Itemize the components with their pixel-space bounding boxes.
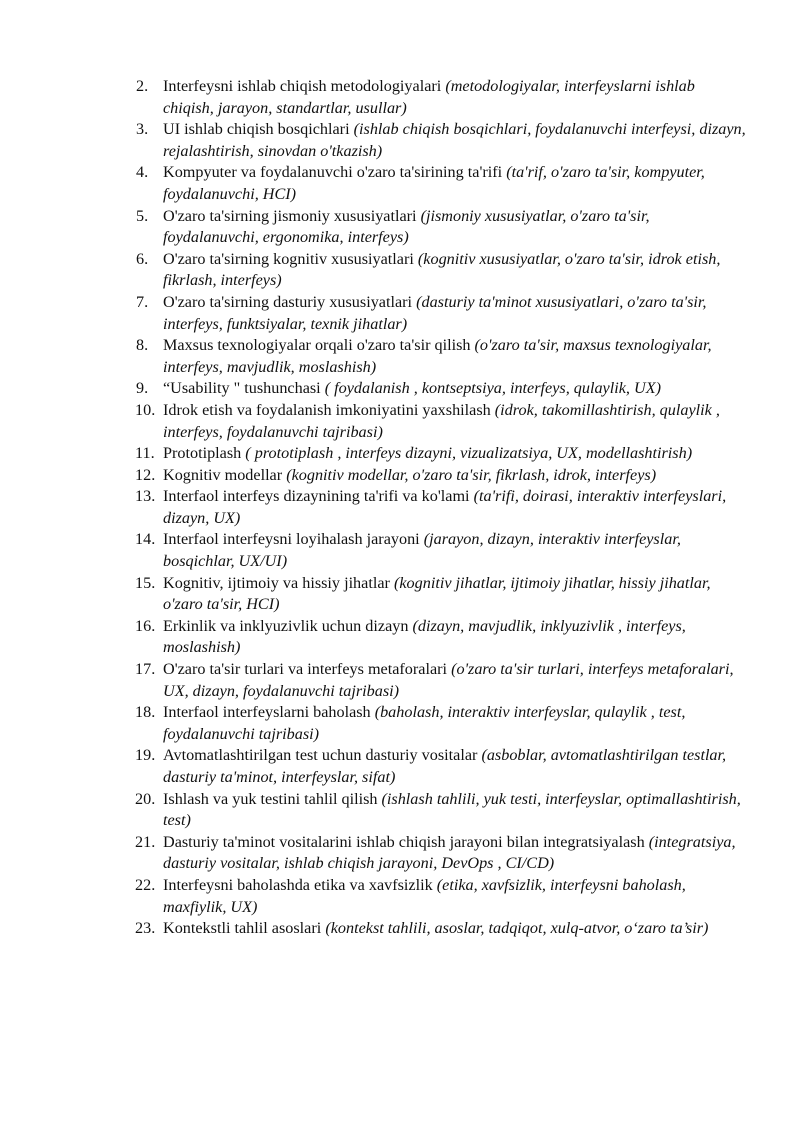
item-title: Interfaol interfeysni loyihalash jarayoni [163,530,424,549]
item-keywords: ( prototiplash , interfeys dizayni, vizualizatsiya, UX, modellashtirish) [245,444,693,463]
item-keywords: (kognitiv xususiyatlar, o'zaro ta'sir, idrok etish, fikrlash, interfeys) [163,249,721,290]
list-item [136,443,746,465]
item-number: 4. [136,163,149,182]
item-number: 6. [136,249,149,268]
item-title: Kompyuter va foydalanuvchi o'zaro ta'sirining ta'rifi [163,163,507,182]
item-title: Prototiplash [163,444,246,463]
item-number: 9. [136,379,149,398]
item-title: Kontekstli tahlil asoslari [163,919,326,938]
list-item [136,292,746,335]
list-item [136,918,746,940]
item-number: 11. [135,444,155,463]
item-title: “Usability " tushunchasi [163,379,325,398]
list-item [136,162,746,205]
list-item [136,400,746,443]
item-number: 19. [135,746,156,765]
list-item [136,249,746,292]
item-number: 5. [136,206,149,225]
item-keywords: (ishlash tahlili, yuk testi, interfeyslar, optimallashtirish, test) [163,789,741,830]
item-title: Interfeysni ishlab chiqish metodologiyalari [163,77,446,95]
item-number: 21. [135,832,156,851]
item-number: 12. [135,465,156,484]
item-keywords: (ta'rifi, doirasi, interaktiv interfeyslari, dizayn, UX) [163,487,727,527]
item-keywords: (kognitiv modellar, o'zaro ta'sir, fikrlash, idrok, interfeys) [286,465,657,484]
item-number: 3. [136,120,149,139]
item-number: 15. [135,573,156,592]
item-keywords: ( foydalanish , kontseptsiya, interfeys, qulaylik, UX) [324,379,661,398]
list-item [136,745,746,788]
item-keywords: (o'zaro ta'sir, maxsus texnologiyalar, interfeys, mavjudlik, moslashish) [163,336,712,376]
item-keywords: (o'zaro ta'sir turlari, interfeys metaforalari, UX, dizayn, foydalanuvchi tajribasi) [163,660,734,700]
item-title: Interfaol interfeys dizaynining ta'rifi va ko'lami [163,487,474,506]
item-number: 18. [135,703,156,722]
list-item [136,335,746,378]
list-item [136,76,746,119]
list-item [136,486,746,529]
item-keywords: (asboblar, avtomatlashtirilgan testlar, dasturiy ta'minot, interfeyslar, sifat) [163,746,727,786]
list-item [136,659,746,702]
list-item [136,378,746,400]
item-title: Kognitiv modellar [163,465,287,484]
item-title: Interfaol interfeyslarni baholash [163,703,375,722]
item-number: 22. [135,875,156,894]
item-number: 13. [135,487,156,506]
list-item [136,702,746,745]
list-item [136,573,746,616]
item-title: Ishlash va yuk testini tahlil qilish [163,789,382,808]
item-number: 17. [135,660,156,679]
topic-list [136,76,746,940]
item-title: UI ishlab chiqish bosqichlari [163,120,354,139]
list-item [136,789,746,832]
item-keywords: (jarayon, dizayn, interaktiv interfeyslar, bosqichlar, UX/UI) [163,530,681,571]
item-number: 7. [136,292,149,311]
list-item [136,206,746,249]
item-title: O'zaro ta'sir turlari va interfeys metaforalari [163,660,452,679]
item-keywords: (dizayn, mavjudlik, inklyuzivlik , interfeys, moslashish) [163,616,686,657]
item-number: 16. [135,616,156,635]
list-item [136,465,746,487]
item-title: Kognitiv, ijtimoiy va hissiy jihatlar [163,573,394,592]
list-item [136,119,746,162]
item-keywords: (kontekst tahlili, asoslar, tadqiqot, xulq-atvor, o‘zaro ta’sir) [325,919,709,938]
item-number: 10. [135,400,156,419]
item-title: O'zaro ta'sirning kognitiv xususiyatlari [163,249,418,268]
item-title: Erkinlik va inklyuzivlik uchun dizayn [163,616,413,635]
item-number: 2. [136,77,149,95]
item-title: O'zaro ta'sirning jismoniy xususiyatlari [163,206,421,225]
item-keywords: (kognitiv jihatlar, ijtimoiy jihatlar, hissiy jihatlar, o'zaro ta'sir, HCI) [163,573,711,614]
item-number: 20. [135,789,156,808]
item-number: 23. [135,919,156,938]
item-number: 14. [135,530,156,549]
item-title: Dasturiy ta'minot vositalarini ishlab chiqish jarayoni bilan integratsiyalash [163,832,649,851]
item-title: Maxsus texnologiyalar orqali o'zaro ta'sir qilish [163,336,475,355]
item-title: O'zaro ta'sirning dasturiy xususiyatlari [163,292,417,311]
list-item [136,616,746,659]
list-item [136,832,746,875]
item-title: Idrok etish va foydalanish imkoniyatini yaxshilash [163,400,495,419]
list-item [136,875,746,918]
item-keywords: (idrok, takomillashtirish, qulaylik , interfeys, foydalanuvchi tajribasi) [163,400,720,441]
item-keywords: (jismoniy xususiyatlar, o'zaro ta'sir, foydalanuvchi, ergonomika, interfeys) [163,206,650,247]
item-keywords: (ishlab chiqish bosqichlari, foydalanuvchi interfeysi, dizayn, rejalashtirish, sinovdan o'tkazish) [163,120,746,160]
item-keywords: (metodologiyalar, interfeyslarni ishlab chiqish, jarayon, standartlar, usullar) [163,77,695,117]
item-keywords: (dasturiy ta'minot xususiyatlari, o'zaro ta'sir, interfeys, funktsiyalar, texnik jihatlar) [163,292,707,333]
item-title: Interfeysni baholashda etika va xavfsizlik [163,875,437,894]
list-item [136,529,746,572]
item-number: 8. [136,336,149,355]
item-title: Avtomatlashtirilgan test uchun dasturiy vositalar [163,746,482,765]
item-keywords: (etika, xavfsizlik, interfeysni baholash, maxfiylik, UX) [163,875,686,916]
item-keywords: (integratsiya, dasturiy vositalar, ishlab chiqish jarayoni, DevOps , CI/CD) [163,832,736,873]
item-keywords: (baholash, interaktiv interfeyslar, qulaylik , test, foydalanuvchi tajribasi) [163,703,686,743]
item-keywords: (ta'rif, o'zaro ta'sir, kompyuter, foydalanuvchi, HCI) [163,163,705,203]
